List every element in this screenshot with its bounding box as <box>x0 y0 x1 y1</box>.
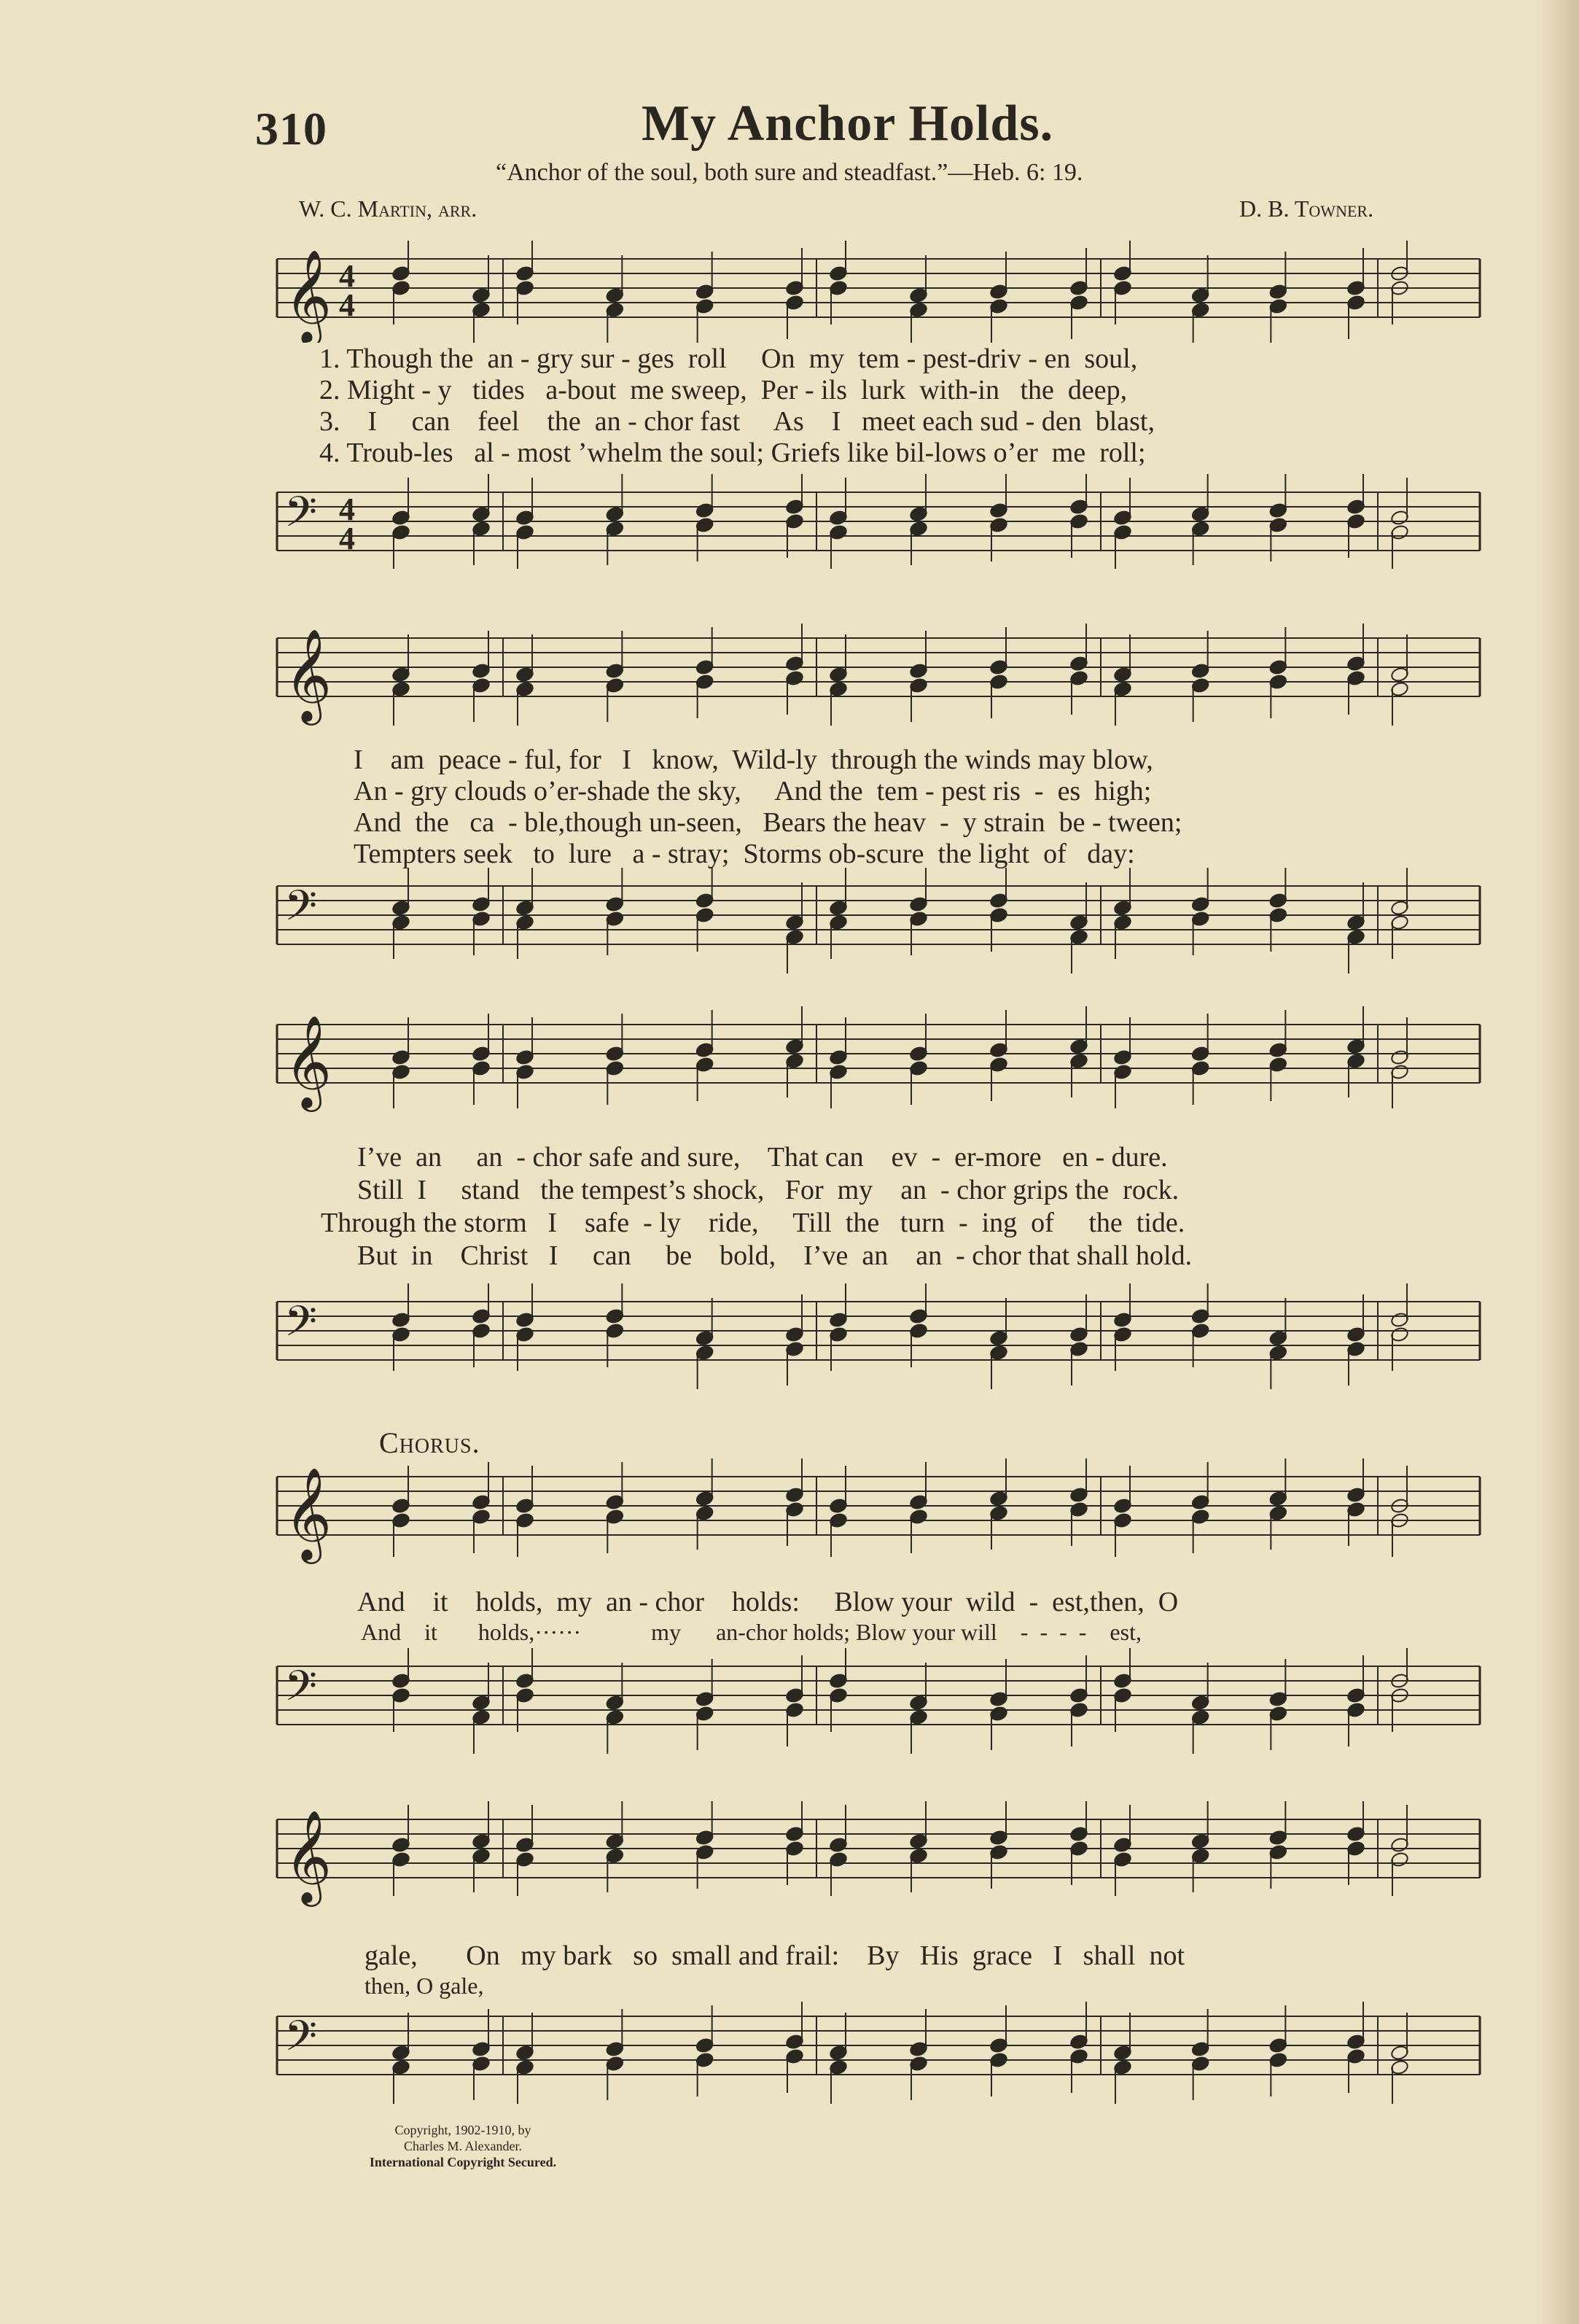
verse-2-line: 2. Might - y tides a-bout me sweep, Per - ils lurk with-in the deep, <box>319 375 1128 405</box>
copyright-line-1: Copyright, 1902-1910, by <box>394 2123 531 2137</box>
bass-staff <box>262 1283 1487 1400</box>
verse-1-line: I am peace - ful, for I know, Wild-ly through the winds may blow, <box>354 745 1153 775</box>
treble-staff <box>262 620 1487 729</box>
treble-clef-icon: 𝄞 <box>284 249 332 342</box>
chorus-line-2: gale, On my bark so small and frail: By His grace I shall not <box>364 1940 1185 1971</box>
verse-4-line: But in Christ I can be bold, I’ve an an - chor that shall hold. <box>357 1240 1193 1271</box>
chorus-alto-line-2: then, O gale, <box>364 1973 484 1999</box>
bass-clef-icon: 𝄢 <box>284 2011 318 2071</box>
scripture-reference: “Anchor of the soul, both sure and steadfast.”—Heb. 6: 19. <box>496 159 1083 186</box>
time-signature-top: 4 <box>339 491 355 527</box>
treble-clef-icon: 𝄞 <box>284 1809 332 1903</box>
treble-staff <box>262 1458 1487 1575</box>
music-system-2 <box>262 620 1487 984</box>
verse-2-line: An - gry clouds o’er-shade the sky, And the tem - pest ris - es high; <box>354 776 1152 807</box>
bass-staff <box>262 474 1487 583</box>
bass-staff <box>262 1648 1487 1757</box>
treble-clef-icon: 𝄞 <box>284 1014 332 1108</box>
verse-1-line: I’ve an an - chor safe and sure, That can ev - er-more en - dure. <box>357 1142 1168 1173</box>
bass-clef-icon: 𝄢 <box>284 881 318 941</box>
verse-4-line: Tempters seek to lure a - stray; Storms ob-scure the light of day: <box>354 839 1135 869</box>
music-system-5 <box>262 1801 1487 2115</box>
verse-3-line: And the ca - ble,though un-seen, Bears the heav - y strain be - tween; <box>354 807 1182 838</box>
bass-staff <box>262 868 1487 977</box>
hymn-title: My Anchor Holds. <box>642 96 1054 152</box>
bass-staff <box>262 1998 1487 2107</box>
copyright-notice <box>321 2122 605 2170</box>
treble-staff <box>262 241 1487 343</box>
treble-staff <box>262 1801 1487 1925</box>
time-signature-bottom: 4 <box>339 521 355 556</box>
chorus-line-1: And it holds, my an - chor holds: Blow your wild - est,then, O <box>357 1587 1179 1617</box>
chorus-label: Chorus. <box>379 1426 480 1459</box>
verse-3-line: Through the storm I safe - ly ride, Till the turn - ing of the tide. <box>321 1208 1185 1238</box>
hymn-number: 310 <box>255 103 327 155</box>
page-edge-shadow <box>1535 0 1579 2324</box>
arranger-credit: W. C. Martin, arr. <box>299 195 477 222</box>
bass-clef-icon: 𝄢 <box>284 487 318 547</box>
bass-clef-icon: 𝄢 <box>284 1661 318 1721</box>
verse-3-line: 3. I can feel the an - chor fast As I meet each sud - den blast, <box>319 406 1155 437</box>
composer-credit: D. B. Towner. <box>1239 195 1374 222</box>
music-system-4 <box>262 1426 1487 1790</box>
copyright-line-2: Charles M. Alexander. <box>404 2139 522 2153</box>
treble-clef-icon: 𝄞 <box>284 1466 332 1560</box>
music-system-3 <box>262 1006 1487 1415</box>
time-signature-top: 4 <box>339 258 355 294</box>
music-system-1 <box>262 241 1487 591</box>
verse-1-line: 1. Though the an - gry sur - ges roll On my tem - pest-driv - en soul, <box>319 343 1138 374</box>
verse-2-line: Still I stand the tempest’s shock, For my an - chor grips the rock. <box>357 1175 1180 1205</box>
verse-4-line: 4. Troub-les al - most ’whelm the soul; Griefs like bil-lows o’er me roll; <box>319 438 1146 468</box>
time-signature-bottom: 4 <box>339 287 355 323</box>
chorus-alto-line-1: And it holds,······ my an-chor holds; Blow your will - - - - est, <box>361 1619 1142 1645</box>
treble-clef-icon: 𝄞 <box>284 628 332 721</box>
copyright-line-3: International Copyright Secured. <box>369 2155 557 2169</box>
bass-clef-icon: 𝄢 <box>284 1297 318 1356</box>
treble-staff <box>262 1006 1487 1123</box>
